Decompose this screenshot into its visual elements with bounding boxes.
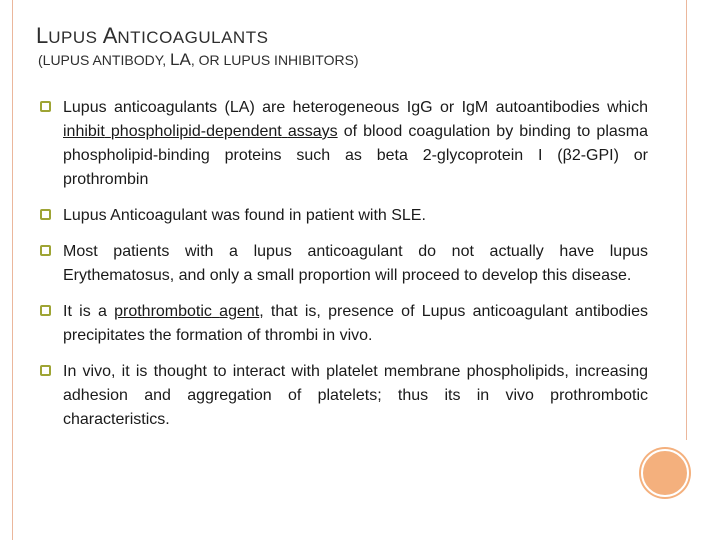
underlined-term: prothrombotic [114,303,212,320]
subtitle-la: LA [170,50,191,69]
slide-border-right [686,0,687,440]
decorative-circle-icon [641,449,689,497]
title-rest-1: UPUS [48,28,103,47]
slide-title [36,14,268,51]
bullet-item [40,96,648,192]
bullet-item [40,300,648,348]
underlined-term: phospholipid-dependent [110,123,282,140]
underlined-term: assays [287,123,338,140]
title-rest-2: NTICOAGULANTS [117,28,269,47]
underlined-term: agent [219,303,260,320]
title-initial-a: A [102,23,118,48]
bullet-item [40,360,648,432]
bullet-text: of blood coagulation by binding to plasma phospholipid-binding proteins such as beta 2-glycoprotein I (β2-GPI) or prothrombin [63,123,648,188]
bullet-marker-icon [40,365,51,376]
subtitle-part-2: , OR LUPUS INHIBITORS) [190,52,359,68]
bullet-item [40,204,648,228]
bullet-marker-icon [40,305,51,316]
bullet-list [40,96,648,444]
bullet-item [40,240,648,288]
underlined-term: inhibit [63,123,105,140]
bullet-text: Lupus anticoagulants (LA) are heterogeneous IgG or IgM autoantibodies which [63,99,648,116]
bullet-marker-icon [40,101,51,112]
bullet-text: Lupus Anticoagulant was found in patient with SLE. [63,207,426,224]
bullet-text: It is a [63,303,115,320]
bullet-text: Most patients with a lupus anticoagulant do not actually have lupus Erythematosus, and only a small proportion will proceed to develop this disease. [63,243,648,284]
bullet-marker-icon [40,245,51,256]
title-initial-l: L [36,23,49,48]
bullet-marker-icon [40,209,51,220]
slide-border-left [12,0,13,540]
subtitle-part-1: (LUPUS ANTIBODY, [38,52,171,68]
bullet-text: In vivo, it is thought to interact with platelet membrane phospholipids, increasing adhesion and aggregation of platelets; thus its in vivo prothrombotic characteristics. [63,363,648,428]
bullet-text: , that is, presence of Lupus anticoagulant antibodies precipitates the formation of thrombi in vivo. [63,303,648,344]
slide-subtitle [38,50,359,70]
